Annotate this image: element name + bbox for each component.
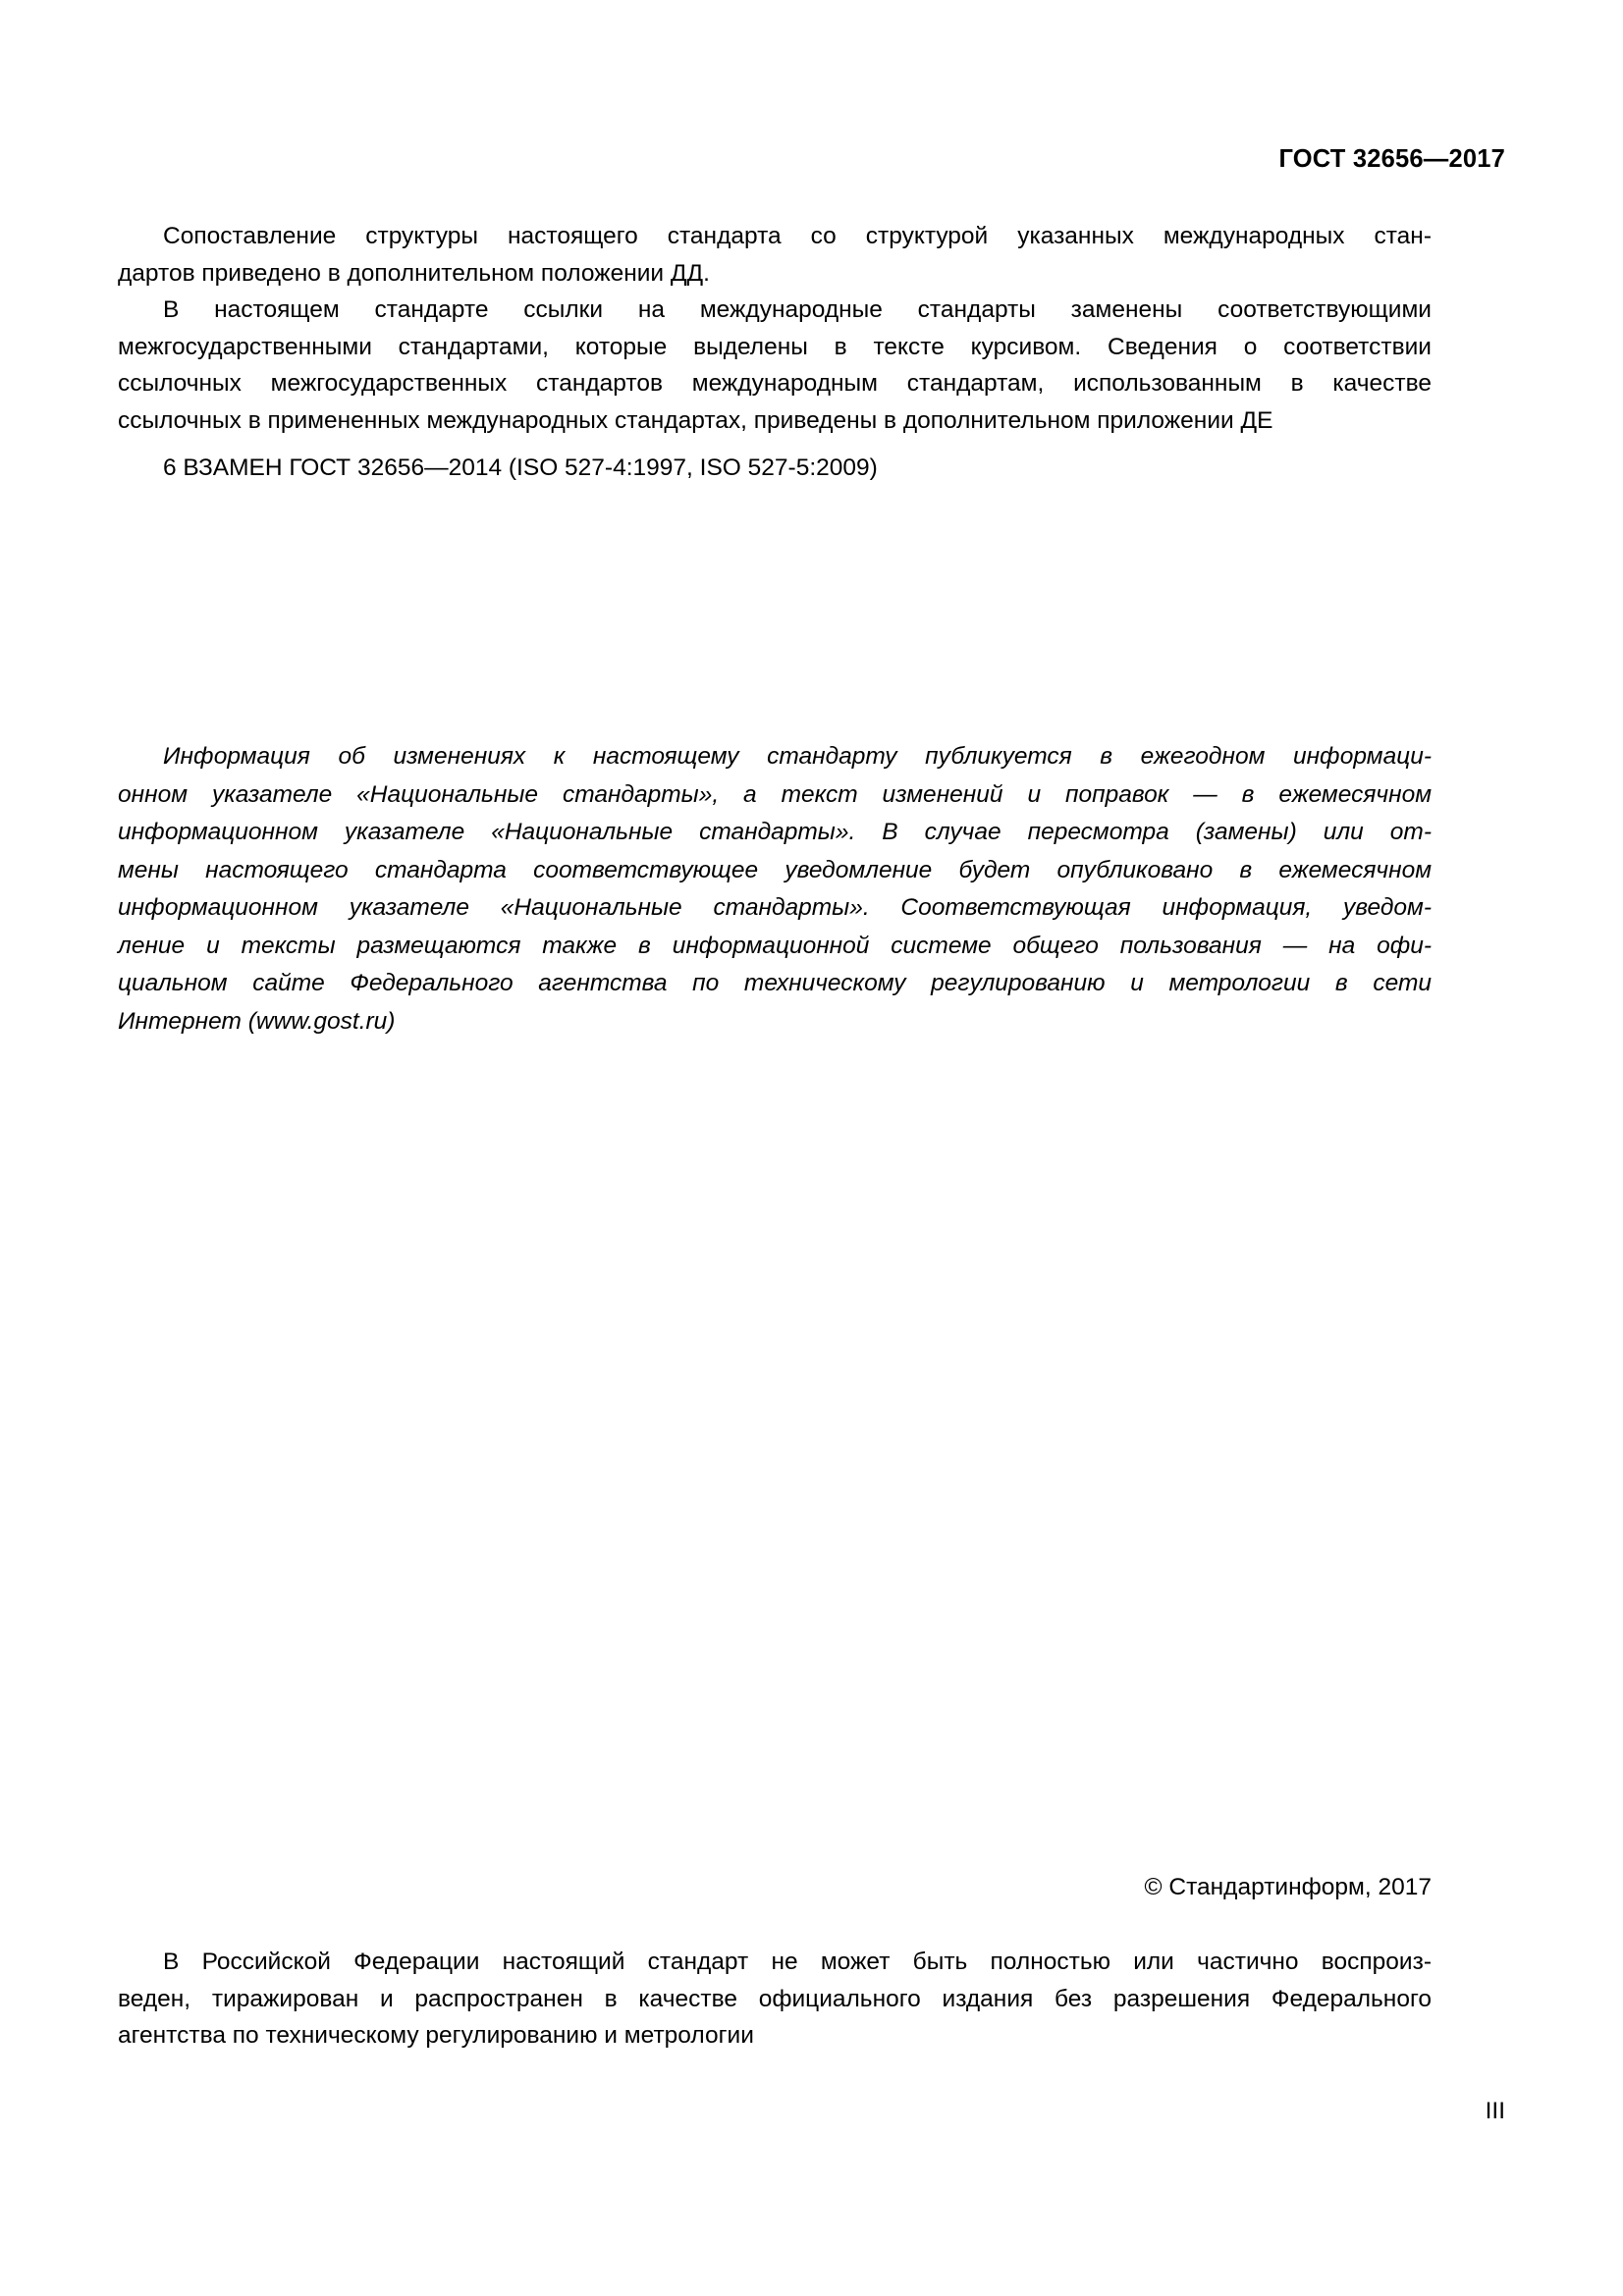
text-line: В настоящем стандарте ссылки на международные стандарты заменены соответствующими	[163, 296, 1432, 323]
clause-6-replaces: 6 ВЗАМЕН ГОСТ 32656—2014 (ISO 527-4:1997, ISO 527-5:2009)	[163, 454, 878, 481]
text-line: ление и тексты размещаются также в информационной системе общего пользования — на офи-	[118, 932, 1432, 959]
notice-section	[118, 738, 1432, 1041]
text-line: циальном сайте Федерального агентства по техническому регулированию и метрологии в сети	[118, 970, 1432, 996]
text-line: мены настоящего стандарта соответствующее уведомление будет опубликовано в ежемесячном	[118, 856, 1432, 883]
clause-section	[118, 450, 1432, 487]
text-line: Интернет (www.gost.ru)	[118, 1007, 396, 1035]
paragraph-reproduction-restriction	[118, 1944, 1432, 2055]
text-line: агентства по техническому регулированию и метрологии	[118, 2022, 754, 2049]
page-header-standard-number: ГОСТ 32656—2017	[1278, 145, 1505, 173]
text-line: Сопоставление структуры настоящего стандарта со структурой указанных международных стан-	[163, 223, 1432, 249]
page-number: III	[1485, 2098, 1505, 2124]
paragraph-amendment-notice	[118, 738, 1432, 1041]
text-line: информационном указателе «Национальные стандарты». В случае пересмотра (замены) или от-	[118, 819, 1432, 845]
text-line: онном указателе «Национальные стандарты», а текст изменений и поправок — в ежемесячном	[118, 780, 1432, 808]
copyright-section	[118, 1869, 1432, 1906]
paragraph-international-references	[118, 292, 1432, 439]
restriction-section	[118, 1944, 1432, 2055]
text-line: В Российской Федерации настоящий стандарт не может быть полностью или частично воспроиз-	[163, 1949, 1432, 1975]
copyright-notice: © Стандартинформ, 2017	[1144, 1874, 1432, 1900]
text-line: межгосударственными стандартами, которые выделены в тексте курсивом. Сведения о соответствии	[118, 333, 1432, 360]
text-line: Информация об изменениях к настоящему стандарту публикуется в ежегодном информаци-	[163, 743, 1432, 770]
text-line: ссылочных в примененных международных стандартах, приведены в дополнительном приложении ДЕ	[118, 406, 1273, 434]
text-line: веден, тиражирован и распространен в качестве официального издания без разрешения Федерального	[118, 1985, 1432, 2012]
text-line: информационном указателе «Национальные стандарты». Соответствующая информация, уведом-	[118, 894, 1432, 921]
intro-section	[118, 218, 1432, 439]
text-line: ссылочных межгосударственных стандартов международным стандартам, использованным в качестве	[118, 370, 1432, 397]
paragraph-structure-comparison	[118, 218, 1432, 292]
text-line: дартов приведено в дополнительном положении ДД.	[118, 259, 710, 287]
